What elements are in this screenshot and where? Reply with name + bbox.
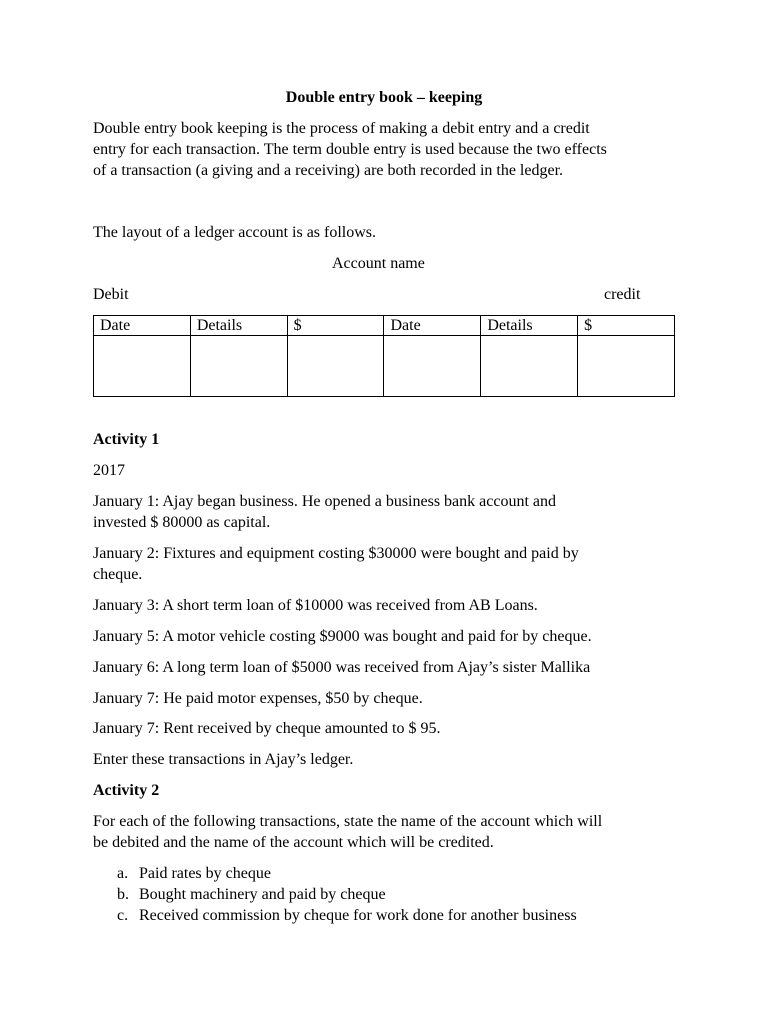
list-marker: a. <box>117 865 129 882</box>
transaction-5: January 6: A long term loan of $5000 was received from Ajay’s sister Mallika <box>93 659 591 676</box>
list-item <box>117 864 271 884</box>
ledger-cell <box>578 336 675 397</box>
ledger-col-debit-date: Date <box>94 316 191 336</box>
ledger-col-credit-amount: $ <box>578 316 675 336</box>
ledger-credit-label: credit <box>604 286 641 303</box>
activity-1-year: 2017 <box>93 462 125 479</box>
transaction-1-line-2: invested $ 80000 as capital. <box>93 514 271 531</box>
intro-line-1: Double entry book keeping is the process of making a debit entry and a credit <box>93 120 590 137</box>
transaction-1-line-1: January 1: Ajay began business. He opened a business bank account and <box>93 493 556 510</box>
ledger-cell <box>287 336 384 397</box>
list-item-text: Received commission by cheque for work done for another business <box>139 907 577 924</box>
ledger-cell <box>481 336 578 397</box>
list-item <box>117 906 577 926</box>
list-marker: c. <box>117 907 129 924</box>
ledger-col-debit-amount: $ <box>287 316 384 336</box>
transaction-2-line-1: January 2: Fixtures and equipment costing $30000 were bought and paid by <box>93 545 579 562</box>
layout-intro-text: The layout of a ledger account is as follows. <box>93 224 377 241</box>
ledger-account-name: Account name <box>332 255 425 272</box>
list-item-text: Bought machinery and paid by cheque <box>139 886 386 903</box>
ledger-cell <box>384 336 481 397</box>
page-title: Double entry book – keeping <box>285 89 483 106</box>
transaction-4: January 5: A motor vehicle costing $9000 was bought and paid for by cheque. <box>93 628 592 645</box>
intro-line-3: of a transaction (a giving and a receiving) are both recorded in the ledger. <box>93 162 564 179</box>
ledger-cell <box>94 336 191 397</box>
activity-2-line-2: be debited and the name of the account which will be credited. <box>93 834 494 851</box>
transaction-3: January 3: A short term loan of $10000 was received from AB Loans. <box>93 597 538 614</box>
transaction-2-line-2: cheque. <box>93 566 143 583</box>
activity-1-heading: Activity 1 <box>93 431 160 448</box>
list-item <box>117 885 386 905</box>
activity-2-line-1: For each of the following transactions, state the name of the account which will <box>93 813 603 830</box>
transaction-7: January 7: Rent received by cheque amounted to $ 95. <box>93 720 441 737</box>
ledger-col-debit-details: Details <box>190 316 287 336</box>
list-item-text: Paid rates by cheque <box>139 865 271 882</box>
activity-2-heading: Activity 2 <box>93 782 160 799</box>
activity-1-instruction: Enter these transactions in Ajay’s ledger. <box>93 751 354 768</box>
ledger-col-credit-details: Details <box>481 316 578 336</box>
ledger-header-row <box>94 316 675 336</box>
ledger-debit-label: Debit <box>93 286 129 303</box>
transaction-6: January 7: He paid motor expenses, $50 by cheque. <box>93 690 423 707</box>
intro-line-2: entry for each transaction. The term double entry is used because the two effects <box>93 141 607 158</box>
list-marker: b. <box>117 886 129 903</box>
ledger-empty-row <box>94 336 675 397</box>
ledger-col-credit-date: Date <box>384 316 481 336</box>
ledger-account-table <box>93 315 675 397</box>
ledger-cell <box>190 336 287 397</box>
